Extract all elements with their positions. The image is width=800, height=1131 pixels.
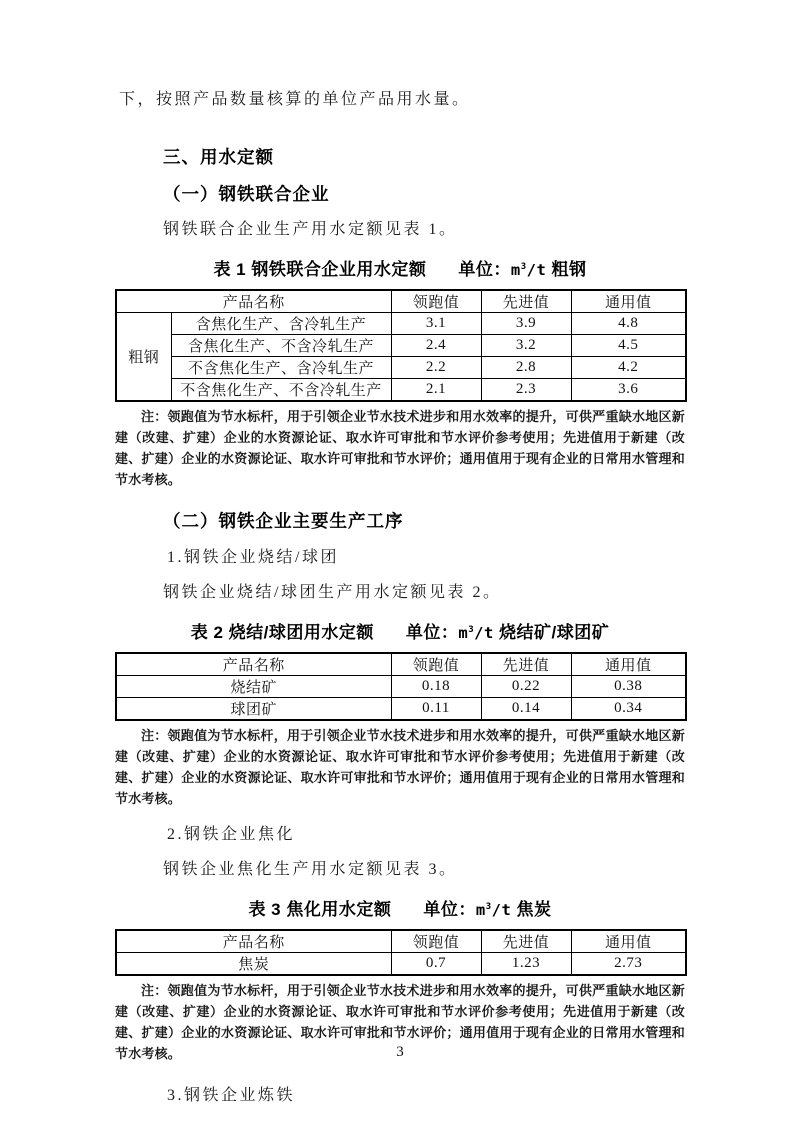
- table-cell: 1.23: [481, 953, 571, 976]
- table-row: [116, 313, 686, 335]
- item-2-heading: 2.钢铁企业焦化: [167, 826, 296, 843]
- table-cell: 3.6: [571, 379, 686, 402]
- table-row: [116, 953, 686, 976]
- page-number: 3: [396, 1044, 404, 1060]
- table-cell: 2.73: [571, 953, 686, 976]
- table-row: [116, 335, 686, 357]
- table-cell: 4.5: [571, 335, 686, 357]
- table-cell: 2.1: [391, 379, 481, 402]
- item-1-heading: 1.钢铁企业烧结/球团: [167, 549, 339, 566]
- item-3-heading: 3.钢铁企业炼铁: [167, 1087, 296, 1104]
- table-row: [116, 379, 686, 402]
- table-2-header-advanced: 先进值: [481, 653, 571, 676]
- table-3: [115, 929, 687, 976]
- table-3-title: [115, 896, 685, 921]
- table-cell: 0.34: [571, 698, 686, 721]
- table-1: [115, 289, 687, 402]
- table-cell: 含焦化生产、含冷轧生产: [171, 313, 391, 335]
- table-2-note: 注：领跑值为节水标杆，用于引领企业节水技术进步和用水效率的提升，可供严重缺水地区新建（改建、扩建）企业的水资源论证、取水许可审批和节水评价参考使用；先进值用于新建（改建、扩建）企业的水资源论证、取水许可审批和节水评价；通用值用于现有企业的日常用水管理和节水考核。: [115, 728, 685, 806]
- table-cell: 0.7: [391, 953, 481, 976]
- table-2-header-product: 产品名称: [116, 653, 391, 676]
- table-cell: 4.8: [571, 313, 686, 335]
- table-cell: 不含焦化生产、含冷轧生产: [171, 357, 391, 379]
- table-cell: 4.2: [571, 357, 686, 379]
- table-1-unit: 单位：$m^3/t$ 粗钢: [458, 260, 587, 279]
- table-cell: 0.11: [391, 698, 481, 721]
- table-cell: 2.4: [391, 335, 481, 357]
- table-2-lead-paragraph: 钢铁企业烧结/球团生产用水定额见表 2。: [163, 584, 502, 601]
- table-1-header-advanced: 先进值: [481, 290, 571, 313]
- table-cell: 0.14: [481, 698, 571, 721]
- table-cell: 0.18: [391, 676, 481, 698]
- table-2-title: [115, 619, 685, 644]
- table-2: [115, 652, 687, 721]
- subsection-heading-2: （二）钢铁企业主要生产工序: [163, 511, 404, 531]
- table-cell: 3.9: [481, 313, 571, 335]
- table-3-unit: 单位：$m^3/t$ 焦炭: [423, 900, 552, 919]
- table-row: [116, 698, 686, 721]
- table-cell: 2.3: [481, 379, 571, 402]
- table-1-header-product: 产品名称: [116, 290, 391, 313]
- table-1-note: 注：领跑值为节水标杆，用于引领企业节水技术进步和用水效率的提升，可供严重缺水地区新建（改建、扩建）企业的水资源论证、取水许可审批和节水评价参考使用；先进值用于新建（改建、扩建）企业的水资源论证、取水许可审批和节水评价；通用值用于现有企业的日常用水管理和节水考核。: [115, 409, 685, 487]
- table-1-header-lead: 领跑值: [391, 290, 481, 313]
- table-row: [116, 357, 686, 379]
- intro-paragraph: 下，按照产品数量核算的单位产品用水量。: [119, 91, 471, 108]
- table-3-header-common: 通用值: [571, 930, 686, 953]
- table-3-note: 注：领跑值为节水标杆，用于引领企业节水技术进步和用水效率的提升，可供严重缺水地区新建（改建、扩建）企业的水资源论证、取水许可审批和节水评价参考使用；先进值用于新建（改建、扩建）企业的水资源论证、取水许可审批和节水评价；通用值用于现有企业的日常用水管理和节水考核。: [115, 983, 685, 1061]
- table-1-lead-paragraph: 钢铁联合企业生产用水定额见表 1。: [163, 221, 458, 238]
- table-cell: 0.38: [571, 676, 686, 698]
- section-heading-main: 三、用水定额: [163, 147, 274, 167]
- table-1-header-common: 通用值: [571, 290, 686, 313]
- table-1-title: [115, 256, 685, 281]
- table-cell: 0.22: [481, 676, 571, 698]
- table-cell: 3.1: [391, 313, 481, 335]
- subsection-heading-1: （一）钢铁联合企业: [163, 184, 330, 204]
- table-cell: 球团矿: [116, 698, 391, 721]
- table-cell: 2.2: [391, 357, 481, 379]
- table-cell: 3.2: [481, 335, 571, 357]
- table-row: [116, 653, 686, 676]
- table-1-group-label: 粗钢: [116, 313, 171, 402]
- table-3-header-product: 产品名称: [116, 930, 391, 953]
- table-3-caption: 表 3 焦化用水定额: [248, 900, 392, 919]
- table-row: [116, 290, 686, 313]
- table-2-header-common: 通用值: [571, 653, 686, 676]
- table-2-header-lead: 领跑值: [391, 653, 481, 676]
- table-cell: 含焦化生产、不含冷轧生产: [171, 335, 391, 357]
- table-row: [116, 930, 686, 953]
- table-2-unit: 单位：$m^3/t$ 烧结矿/球团矿: [405, 623, 610, 642]
- table-cell: 2.8: [481, 357, 571, 379]
- table-cell: 不含焦化生产、不含冷轧生产: [171, 379, 391, 402]
- table-row: [116, 676, 686, 698]
- table-1-caption: 表 1 钢铁联合企业用水定额: [213, 260, 427, 279]
- table-3-header-lead: 领跑值: [391, 930, 481, 953]
- table-cell: 烧结矿: [116, 676, 391, 698]
- table-3-header-advanced: 先进值: [481, 930, 571, 953]
- table-cell: 焦炭: [116, 953, 391, 976]
- table-2-caption: 表 2 烧结/球团用水定额: [190, 623, 374, 642]
- table-3-lead-paragraph: 钢铁企业焦化生产用水定额见表 3。: [163, 861, 458, 878]
